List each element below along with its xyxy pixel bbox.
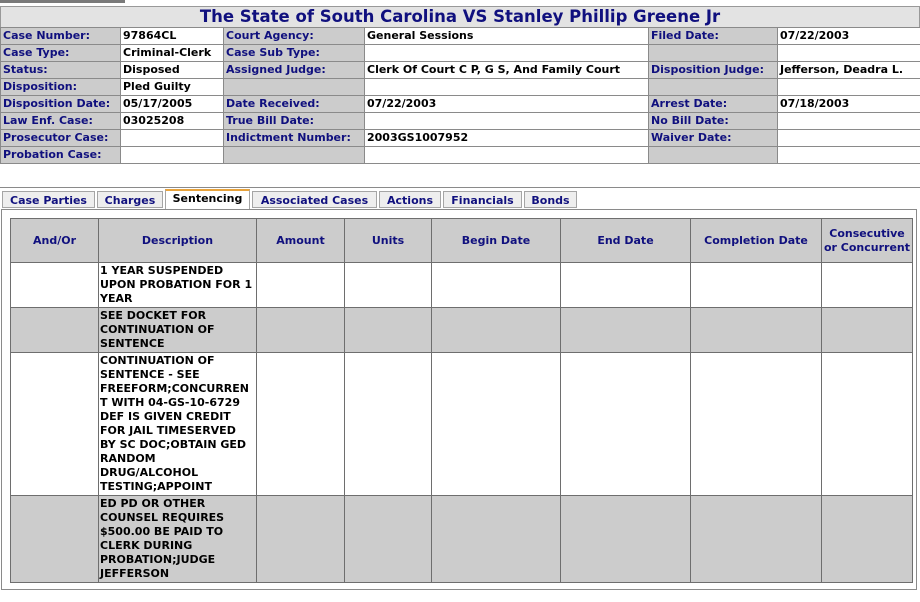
table-row <box>11 263 913 308</box>
field-label: Case Sub Type: <box>224 45 365 62</box>
table-cell: CONTINUATION OF SENTENCE - SEE FREEFORM;CONCURRENT WITH 04-GS-10-6729 DEF IS GIVEN CREDIT FOR JAIL TIMESERVED BY SC DOC;OBTAIN GED RANDOM DRUG/ALCOHOL TESTING;APPOINT <box>99 353 257 496</box>
field-label: Waiver Date: <box>649 130 778 147</box>
field-label: Law Enf. Case: <box>1 113 121 130</box>
blank-cell <box>649 79 778 96</box>
table-cell <box>691 496 822 583</box>
tab-financials[interactable]: Financials <box>443 191 522 208</box>
field-label: Case Number: <box>1 28 121 45</box>
field-label: Date Received: <box>224 96 365 113</box>
info-row <box>1 130 920 147</box>
table-cell <box>345 308 432 353</box>
tab-charges[interactable]: Charges <box>97 191 163 208</box>
table-cell <box>561 308 691 353</box>
field-value <box>778 113 920 130</box>
field-label: Status: <box>1 62 121 79</box>
table-cell <box>822 263 913 308</box>
tab-associated-cases[interactable]: Associated Cases <box>252 191 377 208</box>
field-value <box>365 113 649 130</box>
field-value: 07/22/2003 <box>365 96 649 113</box>
table-cell <box>822 353 913 496</box>
table-cell: ED PD OR OTHER COUNSEL REQUIRES $500.00 BE PAID TO CLERK DURING PROBATION;JUDGE JEFFERSON <box>99 496 257 583</box>
field-value: General Sessions <box>365 28 649 45</box>
field-value <box>365 45 649 62</box>
field-value <box>778 130 920 147</box>
table-cell <box>11 496 99 583</box>
field-label: True Bill Date: <box>224 113 365 130</box>
blank-cell <box>649 147 778 164</box>
field-label: Probation Case: <box>1 147 121 164</box>
blank-cell <box>224 79 365 96</box>
field-value: 97864CL <box>121 28 224 45</box>
field-value <box>365 147 649 164</box>
table-cell <box>11 263 99 308</box>
field-value: 05/17/2005 <box>121 96 224 113</box>
table-cell <box>432 308 561 353</box>
case-title: The State of South Carolina VS Stanley Phillip Greene Jr <box>0 6 920 28</box>
table-row <box>11 496 913 583</box>
field-value: 07/18/2003 <box>778 96 920 113</box>
field-label: Arrest Date: <box>649 96 778 113</box>
info-row <box>1 113 920 130</box>
table-cell: SEE DOCKET FOR CONTINUATION OF SENTENCE <box>99 308 257 353</box>
field-value <box>121 130 224 147</box>
table-cell <box>345 496 432 583</box>
tab-case-parties[interactable]: Case Parties <box>2 191 95 208</box>
field-label: Indictment Number: <box>224 130 365 147</box>
info-row <box>1 147 920 164</box>
column-header: Completion Date <box>691 219 822 263</box>
field-label: Case Type: <box>1 45 121 62</box>
column-header: Units <box>345 219 432 263</box>
field-value: Jefferson, Deadra L. <box>778 62 920 79</box>
field-label: Disposition: <box>1 79 121 96</box>
field-label: Prosecutor Case: <box>1 130 121 147</box>
case-info-table <box>0 27 920 164</box>
field-label: No Bill Date: <box>649 113 778 130</box>
info-row <box>1 28 920 45</box>
field-value: Clerk Of Court C P, G S, And Family Court <box>365 62 649 79</box>
table-cell <box>11 353 99 496</box>
info-row <box>1 79 920 96</box>
table-cell <box>432 353 561 496</box>
table-row <box>11 353 913 496</box>
info-row <box>1 45 920 62</box>
field-value: 03025208 <box>121 113 224 130</box>
field-value <box>365 79 649 96</box>
field-label: Court Agency: <box>224 28 365 45</box>
field-value <box>121 147 224 164</box>
column-header: End Date <box>561 219 691 263</box>
field-label: Assigned Judge: <box>224 62 365 79</box>
column-header: Consecutive or Concurrent <box>822 219 913 263</box>
field-value: 07/22/2003 <box>778 28 920 45</box>
table-cell <box>257 308 345 353</box>
table-cell <box>691 308 822 353</box>
info-row <box>1 96 920 113</box>
table-cell <box>432 496 561 583</box>
table-cell <box>822 308 913 353</box>
field-label: Filed Date: <box>649 28 778 45</box>
table-cell <box>345 263 432 308</box>
table-cell: 1 YEAR SUSPENDED UPON PROBATION FOR 1 YEAR <box>99 263 257 308</box>
table-cell <box>561 496 691 583</box>
field-value: 2003GS1007952 <box>365 130 649 147</box>
tab-actions[interactable]: Actions <box>379 191 441 208</box>
column-header: And/Or <box>11 219 99 263</box>
column-header: Amount <box>257 219 345 263</box>
field-value <box>778 45 920 62</box>
sentencing-table <box>10 218 913 583</box>
table-cell <box>257 496 345 583</box>
field-value: Pled Guilty <box>121 79 224 96</box>
top-accent-line <box>0 0 125 3</box>
field-value: Disposed <box>121 62 224 79</box>
tab-bar <box>0 187 920 210</box>
table-cell <box>345 353 432 496</box>
info-row <box>1 62 920 79</box>
table-cell <box>257 263 345 308</box>
column-header: Begin Date <box>432 219 561 263</box>
table-row <box>11 308 913 353</box>
field-value <box>778 147 920 164</box>
table-cell <box>561 353 691 496</box>
table-cell <box>561 263 691 308</box>
blank-cell <box>649 45 778 62</box>
table-cell <box>691 353 822 496</box>
field-value <box>778 79 920 96</box>
field-label: Disposition Date: <box>1 96 121 113</box>
table-cell <box>822 496 913 583</box>
field-label: Disposition Judge: <box>649 62 778 79</box>
table-cell <box>11 308 99 353</box>
field-value: Criminal-Clerk <box>121 45 224 62</box>
tab-bonds[interactable]: Bonds <box>524 191 577 208</box>
table-cell <box>432 263 561 308</box>
table-cell <box>257 353 345 496</box>
tab-sentencing[interactable]: Sentencing <box>165 189 250 209</box>
table-cell <box>691 263 822 308</box>
column-header: Description <box>99 219 257 263</box>
blank-cell <box>224 147 365 164</box>
